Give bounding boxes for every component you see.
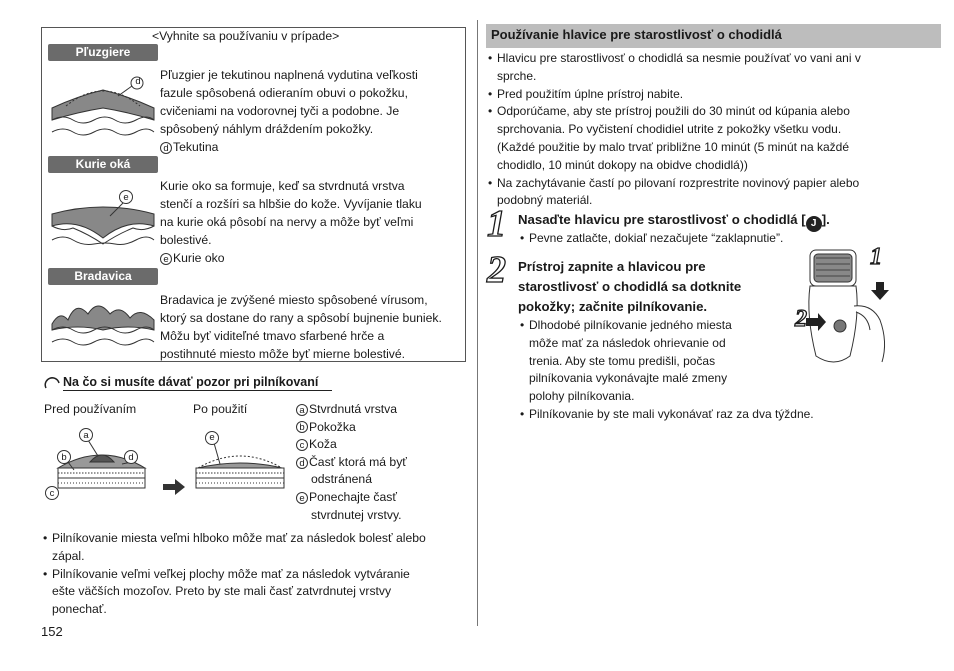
legend-text: Kurie oko: [173, 251, 225, 265]
bullet-line: sprchovania. Po vyčistení chodidiel utrite z pokožky všetku vodu.: [497, 122, 842, 137]
text-line: ktorý sa dostane do rany a spôsobí bujnenie buniek.: [160, 311, 442, 325]
bullet-line: Hlavicu pre starostlivosť o chodidlá sa nesmie používať vo vani ani v: [497, 51, 861, 65]
figure-legend: [296, 401, 407, 524]
fig-letter-e2: e: [209, 432, 215, 443]
corn-illustration: [48, 178, 158, 253]
before-label: Pred používaním: [44, 402, 137, 416]
legend-item: [160, 249, 464, 267]
bullet-line: Pred použitím úplne prístroj nabite.: [497, 86, 684, 101]
legend-item: [296, 401, 407, 419]
legend-text: Koža: [309, 437, 337, 452]
bullet-item: [486, 86, 946, 104]
fig-letter-a: a: [83, 430, 89, 441]
right-bullets: [486, 50, 946, 210]
text-line: Kurie oko sa formuje, keď sa stvrdnutá vrstva: [160, 179, 405, 193]
bullet-line: Odporúčame, aby ste prístroj použili do 30 minút od kúpania alebo: [497, 104, 850, 119]
column-divider: [477, 20, 478, 626]
bullet-line: pilníkovania vykonávajte malé zmeny: [529, 371, 728, 386]
step1-title-text: Nasaďte hlavicu pre starostlivosť o chodidlá [: [518, 212, 806, 227]
bullet-line: polohy pilníkovania.: [529, 389, 635, 404]
bullet-item: [41, 530, 466, 566]
legend-text: Ponechajte časť: [309, 489, 397, 504]
arrow-right-icon: [161, 477, 187, 497]
bullet-line: Pilníkovanie veľmi veľkej plochy môže mať za následok vytváranie: [52, 566, 410, 581]
step1-title-end: ].: [821, 212, 830, 227]
bullet-line: (Každé použitie by malo trvať približne 10 minút (5 minút na každé: [497, 139, 850, 154]
section-heading: Používanie hlavice pre starostlivosť o chodidlá: [486, 24, 941, 48]
legend-text: Pokožka: [309, 419, 356, 434]
figure-label-2: 2: [795, 306, 807, 332]
text-line: spôsobený náhlym dráždením pokožky.: [160, 122, 374, 136]
bullet-item: [518, 406, 918, 424]
text-line: postihnuté miesto môže byť mierne bolestivé.: [160, 347, 406, 361]
blister-text: [160, 66, 464, 156]
corn-text: [160, 177, 464, 267]
text-line: Bradavica je zvýšené miesto spôsobené vírusom,: [160, 293, 428, 307]
wart-illustration: [48, 290, 158, 360]
bullet-item: [486, 175, 946, 211]
text-line: stenčí a rozšíri sa hlbšie do kože. Vyvíjanie tlaku: [160, 197, 422, 211]
bullet-line: Pilníkovanie by ste mali vykonávať raz za dva týždne.: [529, 406, 814, 421]
bullet-line: môže mať za následok ohrievanie od: [529, 335, 726, 350]
left-bullets: [41, 530, 466, 619]
bullet-line: Na zachytávanie častí po pilovaní rozprestrite novinový papier alebo: [497, 175, 860, 190]
text-line: bolestivé.: [160, 233, 212, 247]
fig-letter-d2: d: [128, 452, 134, 463]
legend-item: [296, 419, 407, 437]
fig-letter-c: c: [49, 488, 55, 499]
text-line: cvičeniami na vodorovnej tyči a podobne. Je: [160, 104, 400, 118]
bullet-line: zápal.: [52, 548, 85, 563]
step1-sub: [518, 230, 783, 248]
legend-text-cont: odstránená: [311, 472, 372, 487]
legend-item: [296, 436, 407, 454]
tag-blisters: Pľuzgiere: [48, 44, 158, 61]
wart-text: [160, 291, 464, 363]
step-number-2: 2: [487, 249, 506, 291]
box-title: <Vyhnite sa používaniu v prípade>: [152, 29, 340, 43]
attachment-j-icon: J: [806, 216, 822, 232]
step-number-1: 1: [487, 203, 506, 245]
bullet-line: trenia. Aby ste tomu predišli, počas: [529, 353, 716, 368]
bullet-item: [486, 50, 946, 86]
legend-letter: e: [296, 492, 308, 504]
bullet-line: sprche.: [497, 68, 537, 83]
after-label: Po použití: [193, 402, 248, 416]
bullet-line: Dlhodobé pilníkovanie jedného miesta: [529, 318, 732, 332]
before-illustration: [40, 426, 160, 506]
legend-item: [296, 454, 407, 472]
legend-letter: e: [160, 253, 172, 265]
step2-title-line: pokožky; začnite pilníkovanie.: [518, 299, 708, 314]
fig-letter-b: b: [61, 452, 67, 463]
bullet-line: ponechať.: [52, 602, 107, 617]
text-line: na kurie oká pôsobí na nervy a môže byť veľmi: [160, 215, 414, 229]
legend-letter: d: [160, 142, 172, 154]
after-illustration: [188, 426, 288, 506]
legend-item: [160, 138, 464, 156]
tag-warts: Bradavica: [48, 268, 158, 285]
legend-letter: a: [296, 404, 308, 416]
text-line: Pľuzgier je tekutinou naplnená vydutina veľkosti: [160, 68, 418, 82]
legend-text: Stvrdnutá vrstva: [309, 402, 398, 416]
fig-letter-d: d: [135, 76, 141, 87]
figure-label-1: 1: [870, 244, 882, 270]
legend-text: Tekutina: [173, 140, 219, 154]
step2-title-line: starostlivosť o chodidlá sa dotknite: [518, 279, 742, 294]
step1-title: [518, 210, 830, 232]
bullet-line: ešte väčších mozoľov. Preto by ste mali časť zatvrdnutej vrstvy: [52, 584, 392, 599]
foot-care-device-illustration: [794, 246, 898, 372]
caution-icon: [43, 375, 63, 391]
bullet-line: podobný materiál.: [497, 193, 593, 208]
text-line: fazule spôsobená odieraním obuvi o pokožku,: [160, 86, 408, 100]
text-line: Môžu byť viditeľné tmavo sfarbené hrče a: [160, 329, 385, 343]
caution-title: Na čo si musíte dávať pozor pri pilníkovaní: [63, 375, 332, 391]
step2-title: [518, 257, 741, 317]
legend-letter: c: [296, 439, 308, 451]
bullet-item: [486, 103, 946, 174]
bullet-line: Pevne zatlačte, dokiaľ nezačujete “zaklapnutie”.: [529, 231, 784, 245]
page-number: 152: [41, 624, 63, 639]
step2-title-line: Prístroj zapnite a hlavicou pre: [518, 259, 706, 274]
legend-letter: d: [296, 457, 308, 469]
bullet-line: Pilníkovanie miesta veľmi hlboko môže mať za následok bolesť alebo: [52, 531, 426, 545]
legend-text: Časť ktorá má byť: [309, 454, 407, 469]
fig-letter-e: e: [119, 190, 133, 204]
legend-text-cont: stvrdnutej vrstvy.: [311, 507, 402, 522]
bullet-line: chodidlo, 10 minút dokopy na obidve chodidlá)): [497, 157, 748, 172]
legend-letter: b: [296, 421, 308, 433]
legend-item: [296, 489, 407, 507]
tag-corns: Kurie oká: [48, 156, 158, 173]
bullet-item: [41, 566, 466, 619]
